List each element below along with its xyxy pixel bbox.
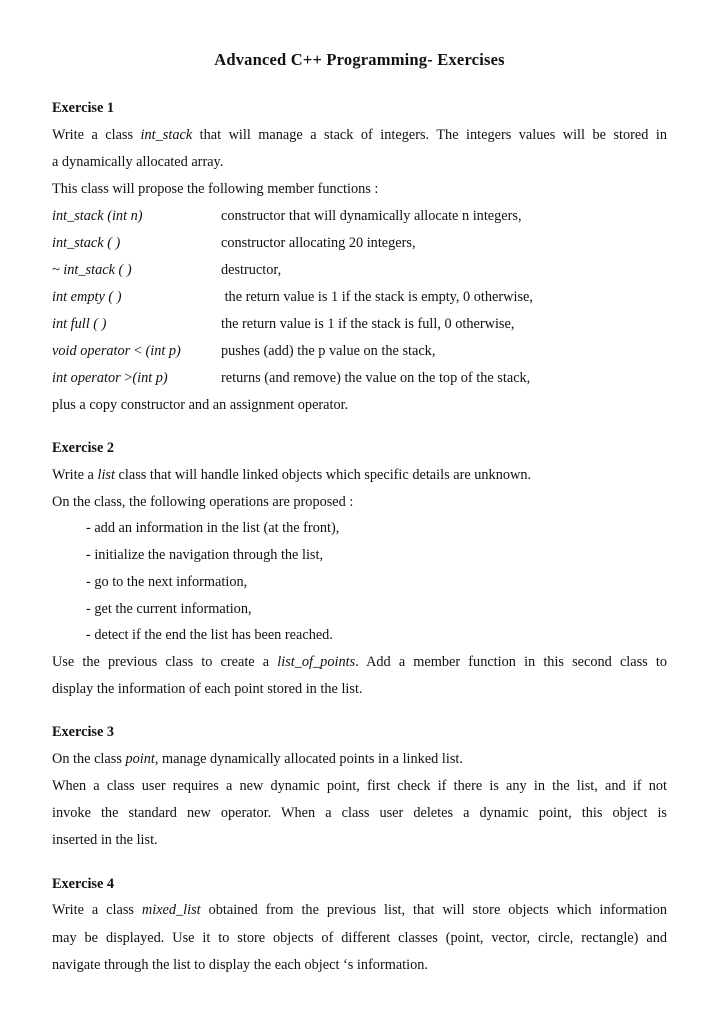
exercise-4-text-line: may be displayed. Use it to store objects of different classes (point, vector, circle, rectangle) and (52, 930, 667, 946)
class-name-list-of-points: list_of_points (277, 654, 356, 670)
member-signature: void operator < (int p) (52, 343, 181, 359)
exercise-2-heading: Exercise 2 (52, 440, 115, 456)
exercise-1-text-line: This class will propose the following member functions : (52, 181, 379, 197)
document-title: Advanced C++ Programming- Exercises (214, 50, 505, 69)
exercise-2-text-line: On the class, the following operations are proposed : (52, 494, 354, 510)
exercise-4-text-line: navigate through the list to display the each object ‘s information. (52, 957, 428, 973)
member-description: constructor allocating 20 integers, (221, 235, 416, 251)
exercise-4-heading: Exercise 4 (52, 876, 115, 892)
member-signature: int operator >(int p) (52, 370, 168, 386)
operation-list-item: - go to the next information, (86, 574, 248, 590)
member-description: constructor that will dynamically allocate n integers, (221, 208, 522, 224)
exercise-3-text-line: invoke the standard new operator. When a class user deletes a dynamic point, this object is (52, 805, 667, 821)
operation-list-item: - detect if the end the list has been reached. (86, 627, 333, 643)
operation-list-item: - get the current information, (86, 601, 252, 617)
exercise-1-text-line: Write a class int_stack that will manage a stack of integers. The integers values will be stored in (52, 127, 667, 143)
exercise-3-text-line: inserted in the list. (52, 832, 158, 848)
exercise-1-heading: Exercise 1 (52, 100, 115, 116)
member-description: pushes (add) the p value on the stack, (221, 343, 436, 359)
exercise-1-text-line: plus a copy constructor and an assignment operator. (52, 397, 349, 413)
member-description: the return value is 1 if the stack is full, 0 otherwise, (221, 316, 515, 332)
class-name-int-stack: int_stack (140, 127, 193, 143)
member-signature: ~ int_stack ( ) (52, 262, 132, 278)
exercise-2-text-line: Write a list class that will handle linked objects which specific details are unknown. (52, 467, 532, 483)
exercise-2-text-line: display the information of each point stored in the list. (52, 681, 363, 697)
exercise-3-text-line: When a class user requires a new dynamic point, first check if there is any in the list, and if not (52, 778, 667, 794)
exercise-2-text-line: Use the previous class to create a list_of_points. Add a member function in this second class to (52, 654, 667, 670)
operation-list-item: - initialize the navigation through the list, (86, 547, 324, 563)
member-signature: int_stack (int n) (52, 208, 143, 224)
exercise-4-text-line: Write a class mixed_list obtained from the previous list, that will store objects which information (52, 902, 667, 918)
member-signature: int full ( ) (52, 316, 107, 332)
operation-list-item: - add an information in the list (at the front), (86, 520, 340, 536)
member-description: the return value is 1 if the stack is empty, 0 otherwise, (221, 289, 533, 305)
class-name-list: list (97, 467, 115, 483)
exercise-1-text-line: a dynamically allocated array. (52, 154, 224, 170)
member-signature: int empty ( ) (52, 289, 122, 305)
member-description: returns (and remove) the value on the top of the stack, (221, 370, 531, 386)
class-name-point: point (125, 751, 155, 767)
exercise-3-text-line: On the class point, manage dynamically allocated points in a linked list. (52, 751, 463, 767)
exercise-3-heading: Exercise 3 (52, 724, 115, 740)
member-signature: int_stack ( ) (52, 235, 121, 251)
class-name-mixed-list: mixed_list (141, 902, 201, 918)
member-description: destructor, (221, 262, 282, 278)
